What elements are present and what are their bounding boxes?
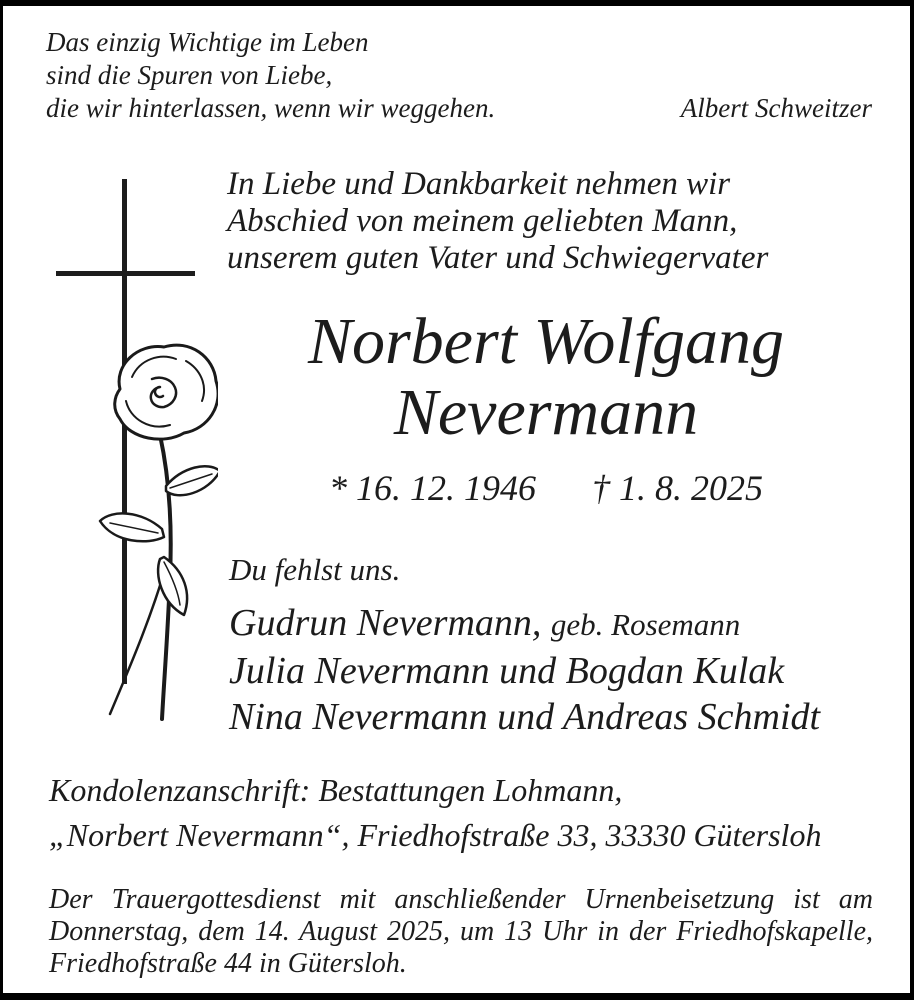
quote-block [46, 26, 872, 125]
condolence-line: „Norbert Nevermann“, Friedhofstraße 33, 33330 Gütersloh [49, 817, 822, 853]
mourner-line [229, 600, 820, 648]
birth-date: * 16. 12. 1946 [329, 468, 536, 508]
condolence-address [49, 768, 821, 858]
mourner-name: Gudrun Nevermann, [229, 602, 542, 644]
mourner-line: Nina Nevermann und Andreas Schmidt [229, 696, 821, 738]
intro-text [227, 166, 768, 277]
service-line: Der Trauergottesdienst mit anschließender Urnenbeisetzung ist am [49, 884, 873, 915]
farewell-text: Du fehlst uns. [229, 552, 401, 587]
mourner-line: Julia Nevermann und Bogdan Kulak [229, 650, 785, 692]
name-line: Nevermann [393, 376, 699, 449]
service-info [49, 884, 873, 980]
intro-line: unserem guten Vater und Schwiegervater [227, 240, 769, 276]
name-line: Norbert Wolfgang [307, 305, 785, 378]
life-dates [189, 467, 903, 509]
intro-line: Abschied von meinem geliebten Mann, [227, 203, 738, 239]
quote-line: sind die Spuren von Liebe, [46, 60, 333, 90]
condolence-line: Kondolenzanschrift: Bestattungen Lohmann, [49, 772, 623, 808]
quote-line: die wir hinterlassen, wenn wir weggehen. [46, 93, 496, 123]
quote-line: Das einzig Wichtige im Leben [46, 27, 369, 57]
death-date: † 1. 8. 2025 [592, 468, 763, 508]
service-line: Donnerstag, dem 14. August 2025, um 13 Uhr in der Friedhofskapelle, [49, 916, 873, 947]
service-line: Friedhofstraße 44 in Gütersloh. [49, 948, 407, 979]
cross-icon [56, 271, 195, 276]
maiden-name: geb. Rosemann [550, 607, 741, 642]
intro-line: In Liebe und Dankbarkeit nehmen wir [227, 166, 731, 202]
deceased-name [189, 306, 903, 448]
quote-attribution: Albert Schweitzer [680, 93, 872, 123]
mourners-list [229, 600, 820, 740]
